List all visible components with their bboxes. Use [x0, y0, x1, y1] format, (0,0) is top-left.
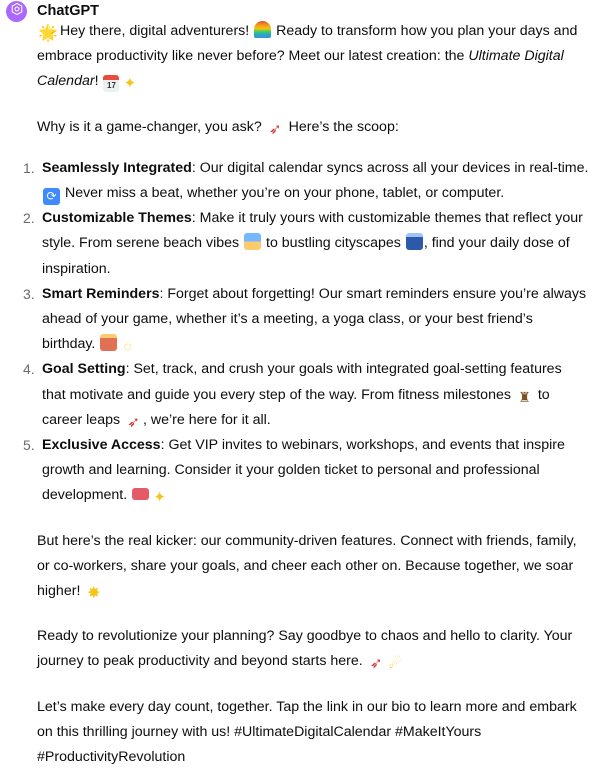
- calendar-icon: 17: [103, 75, 119, 92]
- cityscape-icon: [406, 233, 423, 250]
- feature-title: Exclusive Access: [42, 437, 161, 454]
- glowing-star-icon: ✸: [87, 585, 101, 603]
- feature-title: Goal Setting: [42, 361, 126, 378]
- sparkles-icon: ✦: [153, 489, 166, 507]
- rocket-icon: ➶: [268, 120, 282, 138]
- list-number: 1.: [23, 159, 35, 176]
- refresh-icon: ⟳: [43, 188, 60, 205]
- light-bulb-icon: ◌: [123, 338, 132, 355]
- chatgpt-avatar: [6, 1, 27, 22]
- feature-title: Seamlessly Integrated: [42, 159, 192, 176]
- list-number: 5.: [23, 437, 35, 454]
- product-name: Ultimate Digital Calendar: [37, 48, 564, 90]
- list-number: 3.: [23, 285, 35, 302]
- message-body: [23, 19, 589, 770]
- dizzy-comet-icon: ☄: [388, 655, 402, 672]
- rocket-icon: ➶: [127, 413, 140, 431]
- feature-list: [23, 156, 589, 509]
- author-name: ChatGPT: [37, 3, 100, 19]
- list-number: 4.: [23, 361, 35, 378]
- sparkles-icon: ✦: [123, 75, 137, 93]
- feature-title: Customizable Themes: [42, 210, 192, 227]
- weightlifter-icon: ♜: [518, 388, 531, 405]
- beach-icon: [244, 233, 261, 250]
- feature-title: Smart Reminders: [42, 285, 160, 302]
- list-item: 3. Smart Reminders: Forget about forgetting! Our smart reminders ensure you’re always ahead of your game, whether it’s a meeting, a yoga class, or your best friend’s birthday. ◌: [37, 282, 589, 358]
- why-paragraph: Why is it a game-changer, you ask? ➶ Here’s the scoop:: [37, 118, 399, 138]
- ticket-icon: [132, 488, 149, 500]
- list-item: 5. Exclusive Access: Get VIP invites to webinars, workshops, and events that inspire growth and learning. Consider it your golden ticket to personal and professional development. ✦: [37, 433, 589, 509]
- intro-paragraph: 🌟 Hey there, digital adventurers! Ready to transform how you plan your days and embrace productivity like never before? Meet our latest creation: the Ultimate Digital Calendar! 17 ✦: [37, 23, 578, 93]
- ready-paragraph: Ready to revolutionize your planning? Say goodbye to chaos and hello to clarity. Your journey to peak productivity and beyond starts here. ➶ ☄: [37, 628, 573, 673]
- openai-logo-icon: [10, 2, 24, 21]
- rainbow-icon: [254, 21, 271, 38]
- gift-icon: [100, 334, 117, 351]
- glowing-star-icon: 🌟: [38, 25, 58, 42]
- rocket-icon: ➶: [369, 655, 383, 673]
- kicker-paragraph: But here’s the real kicker: our community-driven features. Connect with friends, family, or co-workers, share your goals, and cheer each other on. Because together, we soar higher! ✸: [37, 532, 577, 603]
- list-number: 2.: [23, 210, 35, 227]
- list-item: 1. Seamlessly Integrated: Our digital calendar syncs across all your devices in real-time. ⟳ Never miss a beat, whether you’re on your phone, tablet, or computer.: [37, 156, 589, 206]
- list-item: 2. Customizable Themes: Make it truly yours with customizable themes that reflect your style. From serene beach vibes to bustling cityscapes , find your daily dose of inspiration.: [37, 206, 589, 282]
- closing-paragraph: Let’s make every day count, together. Tap the link in our bio to learn more and embark on this thrilling journey with us! #UltimateDigitalCalendar #MakeItYours #ProductivityRevolution: [37, 698, 577, 766]
- list-item: 4. Goal Setting: Set, track, and crush your goals with integrated goal-setting features that motivate and guide you every step of the way. From fitness milestones ♜ to career leaps ➶ , we’re here for it all.: [37, 357, 589, 433]
